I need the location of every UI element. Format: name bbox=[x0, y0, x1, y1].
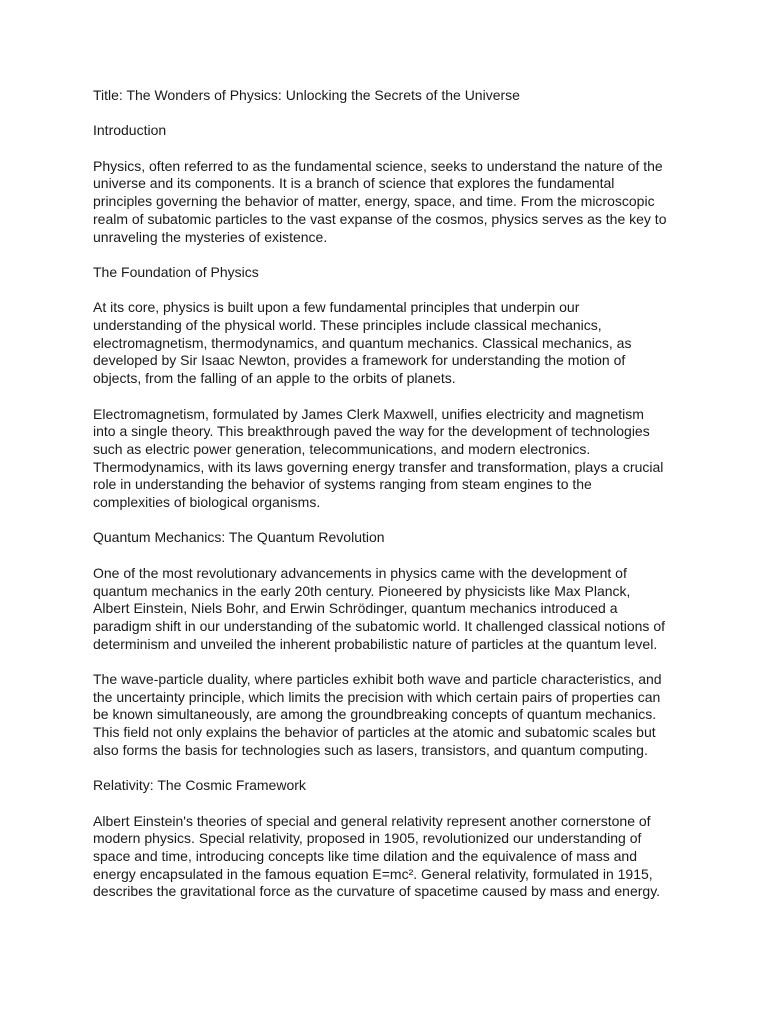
paragraph-foundation-2 bbox=[93, 406, 681, 512]
section-heading-introduction bbox=[93, 122, 681, 140]
text-line: Physics, often referred to as the fundamental science, seeks to understand the nature of the bbox=[93, 157, 663, 174]
text-line: universe and its components. It is a branch of science that explores the fundamental bbox=[93, 175, 615, 192]
text-line: determinism and unveiled the inherent probabilistic nature of particles at the quantum level. bbox=[93, 635, 658, 652]
text-line: be known simultaneously, are among the groundbreaking concepts of quantum mechanics. bbox=[93, 706, 657, 723]
text-line: space and time, introducing concepts like time dilation and the equivalence of mass and bbox=[93, 848, 637, 865]
text-line: modern physics. Special relativity, proposed in 1905, revolutionized our understanding of bbox=[93, 830, 642, 847]
paragraph-quantum-1 bbox=[93, 565, 681, 654]
text-line: The wave-particle duality, where particles exhibit both wave and particle characteristics, and bbox=[93, 671, 662, 688]
text-line: also forms the basis for technologies such as lasers, transistors, and quantum computing. bbox=[93, 741, 648, 758]
section-heading-relativity bbox=[93, 777, 681, 795]
text-line: The Foundation of Physics bbox=[93, 263, 259, 280]
text-line: paradigm shift in our understanding of the subatomic world. It challenged classical notions of bbox=[93, 617, 665, 634]
text-line: electromagnetism, thermodynamics, and quantum mechanics. Classical mechanics, as bbox=[93, 334, 632, 351]
document-title bbox=[93, 87, 681, 105]
text-line: Relativity: The Cosmic Framework bbox=[93, 777, 306, 794]
text-line: Quantum Mechanics: The Quantum Revolution bbox=[93, 529, 385, 546]
section-heading-quantum bbox=[93, 529, 681, 547]
text-line: energy encapsulated in the famous equation E=mc². General relativity, formulated in 1915, bbox=[93, 865, 653, 882]
text-line: This field not only explains the behavior of particles at the atomic and subatomic scales but bbox=[93, 724, 656, 741]
text-line: role in understanding the behavior of systems ranging from steam engines to the bbox=[93, 476, 592, 493]
text-line: quantum mechanics in the early 20th century. Pioneered by physicists like Max Planck, bbox=[93, 582, 631, 599]
text-line: At its core, physics is built upon a few fundamental principles that underpin our bbox=[93, 299, 580, 316]
text-line: Thermodynamics, with its laws governing energy transfer and transformation, plays a crucial bbox=[93, 458, 664, 475]
text-line: Title: The Wonders of Physics: Unlocking the Secrets of the Universe bbox=[93, 87, 520, 103]
text-line: realm of subatomic particles to the vast expanse of the cosmos, physics serves as the key to bbox=[93, 210, 667, 227]
text-line: Introduction bbox=[93, 122, 167, 139]
text-line: developed by Sir Isaac Newton, provides a framework for understanding the motion of bbox=[93, 352, 626, 369]
paragraph-relativity bbox=[93, 813, 681, 902]
paragraph-introduction bbox=[93, 158, 681, 247]
text-line: unraveling the mysteries of existence. bbox=[93, 228, 328, 245]
text-line: understanding of the physical world. These principles include classical mechanics, bbox=[93, 317, 602, 334]
paragraph-foundation-1 bbox=[93, 299, 681, 388]
text-line: objects, from the falling of an apple to the orbits of planets. bbox=[93, 370, 456, 387]
text-line: such as electric power generation, telecommunications, and modern electronics. bbox=[93, 440, 591, 457]
document-page bbox=[93, 87, 681, 919]
paragraph-quantum-2 bbox=[93, 671, 681, 760]
text-line: Albert Einstein, Niels Bohr, and Erwin Schrödinger, quantum mechanics introduced a bbox=[93, 600, 618, 617]
text-line: principles governing the behavior of matter, energy, space, and time. From the microscopic bbox=[93, 193, 655, 210]
text-line: One of the most revolutionary advancements in physics came with the development of bbox=[93, 564, 627, 581]
text-line: into a single theory. This breakthrough paved the way for the development of technologies bbox=[93, 423, 650, 440]
text-line: describes the gravitational force as the curvature of spacetime caused by mass and energy. bbox=[93, 883, 661, 900]
text-line: Electromagnetism, formulated by James Clerk Maxwell, unifies electricity and magnetism bbox=[93, 405, 644, 422]
text-line: Albert Einstein's theories of special and general relativity represent another cornerstone of bbox=[93, 812, 651, 829]
text-line: the uncertainty principle, which limits the precision with which certain pairs of properties can bbox=[93, 688, 661, 705]
text-line: complexities of biological organisms. bbox=[93, 494, 321, 511]
section-heading-foundation bbox=[93, 264, 681, 282]
